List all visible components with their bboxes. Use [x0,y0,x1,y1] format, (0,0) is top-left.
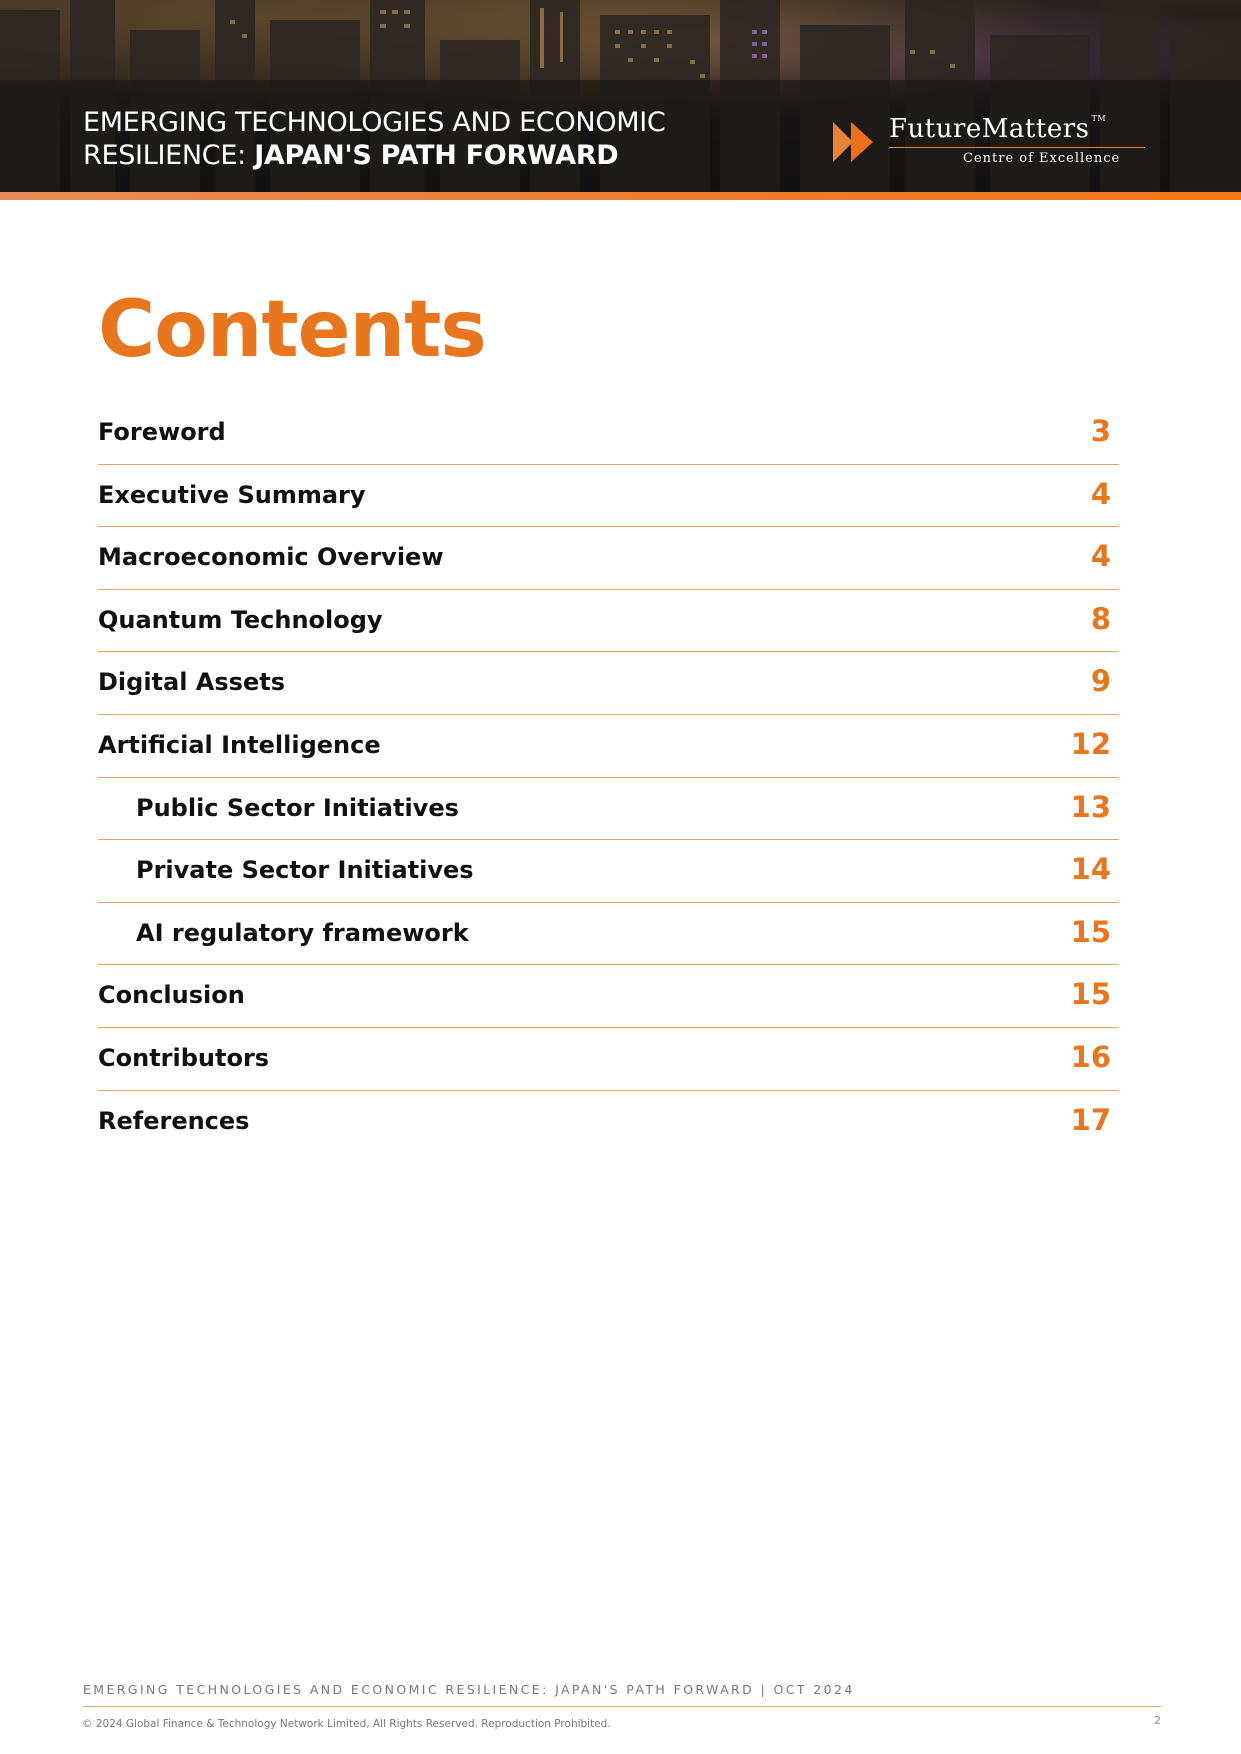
table-of-contents [98,402,1119,1153]
toc-entry-label[interactable]: Digital Assets [98,668,285,697]
toc-entry[interactable] [98,402,1119,465]
toc-entry-page-number[interactable]: 4 [1090,476,1111,511]
page-number: 2 [1154,1714,1161,1727]
toc-entry-label[interactable]: Foreword [98,418,226,446]
toc-entry-page-number[interactable]: 15 [1070,977,1111,1012]
toc-entry-label[interactable]: Artificial Intelligence [98,730,381,759]
toc-entry[interactable] [98,715,1119,778]
report-title [83,106,665,172]
toc-entry-page-number[interactable]: 4 [1090,539,1111,574]
logo-divider [889,147,1145,148]
toc-entry[interactable] [98,903,1119,966]
toc-entry-page-number[interactable]: 12 [1070,726,1111,761]
toc-entry-page-number[interactable]: 3 [1090,414,1111,448]
logo-wordmark [889,114,1106,144]
toc-entry-label[interactable]: AI regulatory framework [136,918,469,947]
toc-entry[interactable] [98,778,1119,841]
report-title-line-2-bold: JAPAN'S PATH FORWARD [254,140,619,171]
toc-entry-label[interactable]: Quantum Technology [98,605,383,634]
header-accent-bar [0,192,1241,200]
footer-running-title: EMERGING TECHNOLOGIES AND ECONOMIC RESILIENCE: JAPAN'S PATH FORWARD | OCT 2024 [83,1682,855,1697]
report-title-line-2-regular: RESILIENCE: [83,140,255,171]
toc-entry-page-number[interactable]: 9 [1090,664,1111,699]
toc-entry-page-number[interactable]: 14 [1070,852,1111,887]
toc-entry-label[interactable]: Conclusion [98,981,245,1010]
toc-entry[interactable] [98,465,1119,528]
logo-trademark: TM [1091,114,1107,123]
report-title-line-1: EMERGING TECHNOLOGIES AND ECONOMIC [83,107,666,138]
toc-entry-label[interactable]: Macroeconomic Overview [98,543,444,572]
toc-entry[interactable] [98,527,1119,590]
toc-entry[interactable] [98,1028,1119,1091]
toc-entry-page-number[interactable]: 8 [1090,601,1111,636]
fast-forward-icon [833,120,877,164]
toc-entry-page-number[interactable]: 15 [1070,914,1111,949]
toc-entry-page-number[interactable]: 13 [1070,789,1111,824]
toc-entry[interactable] [98,590,1119,653]
logo-name-text: FutureMatters [889,114,1090,144]
logo-tagline: Centre of Excellence [963,151,1121,166]
report-title-line-2 [83,139,665,172]
footer-divider [83,1706,1161,1707]
toc-entry-label[interactable]: Private Sector Initiatives [136,856,474,885]
toc-entry-label[interactable]: Executive Summary [98,480,366,509]
toc-entry[interactable] [98,652,1119,715]
toc-entry-label[interactable]: References [98,1106,250,1135]
futurematters-logo [833,114,1163,174]
toc-entry[interactable] [98,965,1119,1028]
toc-entry[interactable] [98,1091,1119,1154]
toc-entry-label[interactable]: Contributors [98,1043,270,1072]
page-title: Contents [98,285,486,375]
toc-entry-label[interactable]: Public Sector Initiatives [136,793,459,822]
toc-entry[interactable] [98,840,1119,903]
footer-copyright: © 2024 Global Finance & Technology Network Limited, All Rights Reserved. Reproduction Prohibited. [82,1718,611,1730]
toc-entry-page-number[interactable]: 17 [1070,1102,1111,1137]
toc-entry-page-number[interactable]: 16 [1070,1039,1111,1074]
header-banner [0,0,1241,192]
